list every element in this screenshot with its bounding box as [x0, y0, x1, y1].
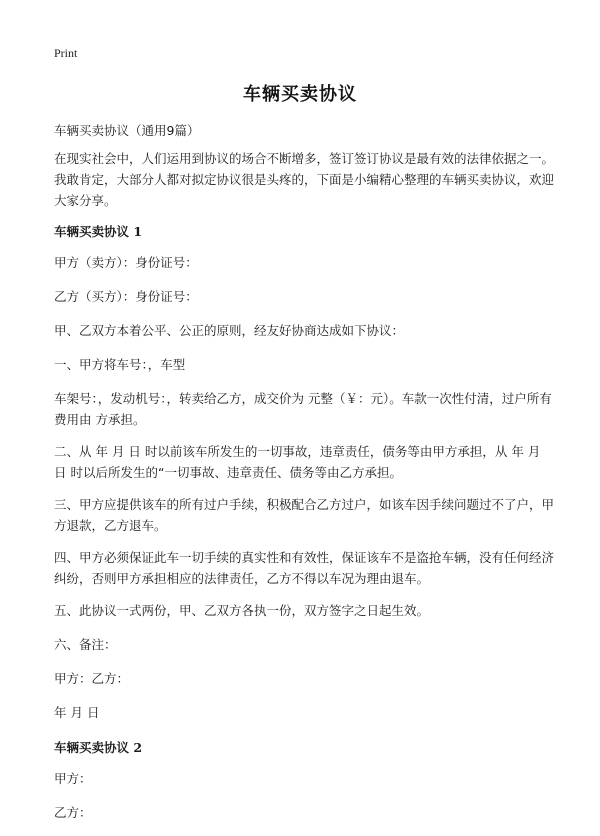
clause-3: 三、甲方应提供该车的所有过户手续，积极配合乙方过户，如该车因手续问题过不了户，甲方退款，乙方退车。 [54, 497, 555, 533]
clause-5: 五、此协议一式两份，甲、乙双方各执一份，双方签字之日起生效。 [54, 603, 430, 618]
section-1-heading: 车辆买卖协议 1 [54, 224, 143, 239]
date-line: 年 月 日 [54, 705, 100, 720]
signature-line: 甲方：乙方： [54, 671, 130, 686]
clause-1-continued: 车架号：，发动机号：，转卖给乙方，成交价为 元整（￥：元）。车款一次性付清，过户所有费用由 方承担。 [54, 391, 552, 427]
principle-line: 甲、乙双方本着公平、公正的原则，经友好协商达成如下协议： [54, 323, 405, 338]
clause-4: 四、甲方必须保证此车一切手续的真实性和有效性，保证该车不是盗抢车辆，没有任何经济纠纷，否则甲方承担相应的法律责任，乙方不得以车况为理由退车。 [54, 550, 555, 586]
intro-paragraph: 在现实社会中，人们运用到协议的场合不断增多，签订签订协议是最有效的法律依据之一。我敢肯定，大部分人都对拟定协议很是头疼的，下面是小编精心整理的车辆买卖协议，欢迎大家分享。 [54, 151, 555, 208]
clause-1: 一、甲方将车号：，车型 [54, 357, 186, 372]
party-b-line: 乙方： [54, 805, 92, 820]
section-2-heading: 车辆买卖协议 2 [54, 740, 143, 755]
buyer-line: 乙方（买方）：身份证号： [54, 289, 198, 304]
print-link[interactable]: Print [54, 46, 78, 60]
clause-6-remarks: 六、备注： [54, 637, 117, 652]
seller-line: 甲方（卖方）：身份证号： [54, 255, 198, 270]
document-subtitle: 车辆买卖协议（通用9篇） [54, 123, 200, 138]
document-title: 车辆买卖协议 [243, 84, 357, 105]
document-body [54, 120, 554, 836]
clause-2: 二、从 年 月 日 时以前该车所发生的一切事故，违章责任，债务等由甲方承担，从 年 月 日 时以后所发生的“一切事故、违章责任、债务等由乙方承担。 [54, 444, 541, 480]
party-a-line: 甲方： [54, 771, 92, 786]
